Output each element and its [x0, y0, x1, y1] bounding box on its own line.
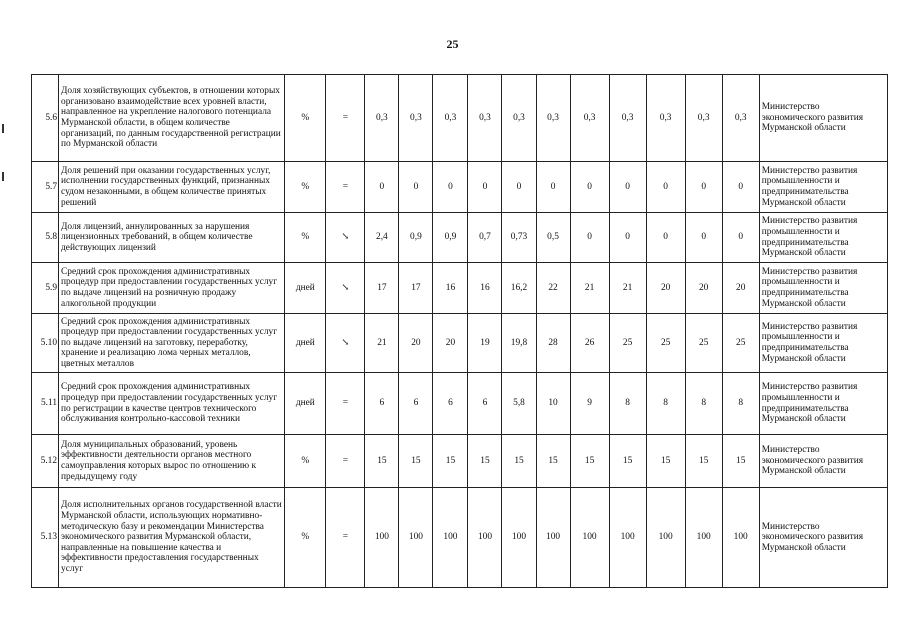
- value-cell: 0,3: [722, 75, 759, 162]
- value-cell: 6: [399, 373, 433, 435]
- value-cell: 25: [685, 314, 722, 373]
- trend-cell: =: [326, 162, 365, 213]
- value-cell: 0,3: [570, 75, 609, 162]
- table-row: [32, 314, 888, 373]
- value-cell: 0,73: [502, 213, 536, 263]
- value-cell: 8: [609, 373, 646, 435]
- value-cell: 9: [570, 373, 609, 435]
- value-cell: 0: [646, 213, 685, 263]
- value-cell: 15: [365, 435, 399, 488]
- trend-cell: ↘: [326, 263, 365, 314]
- value-cell: 8: [646, 373, 685, 435]
- responsible-cell: Министерство развития промышленности и предпринимательства Мурманской области: [759, 162, 887, 213]
- margin-mark: [2, 124, 4, 133]
- table-row: [32, 263, 888, 314]
- value-cell: 0,5: [536, 213, 570, 263]
- responsible-cell: Министерство экономического развития Мурманской области: [759, 75, 887, 162]
- value-cell: 28: [536, 314, 570, 373]
- value-cell: 0,3: [399, 75, 433, 162]
- value-cell: 17: [365, 263, 399, 314]
- value-cell: 20: [722, 263, 759, 314]
- value-cell: 100: [365, 488, 399, 588]
- value-cell: 15: [399, 435, 433, 488]
- value-cell: 26: [570, 314, 609, 373]
- value-cell: 5,8: [502, 373, 536, 435]
- value-cell: 100: [722, 488, 759, 588]
- value-cell: 15: [722, 435, 759, 488]
- unit-cell: %: [285, 162, 326, 213]
- unit-cell: %: [285, 75, 326, 162]
- value-cell: 21: [365, 314, 399, 373]
- value-cell: 19: [468, 314, 502, 373]
- indicator-name-cell: Доля лицензий, аннулированных за нарушения лицензионных требований, в общем количестве действующих лицензий: [59, 213, 285, 263]
- value-cell: 0: [609, 213, 646, 263]
- value-cell: 100: [468, 488, 502, 588]
- responsible-cell: Министерство развития промышленности и предпринимательства Мурманской области: [759, 373, 887, 435]
- value-cell: 0: [570, 162, 609, 213]
- value-cell: 100: [502, 488, 536, 588]
- indicator-name-cell: Средний срок прохождения административных процедур при предоставлении государственных услуг по выдаче лицензий на розничную продажу алкогольной продукции: [59, 263, 285, 314]
- value-cell: 20: [433, 314, 468, 373]
- row-number-cell: 5.8: [32, 213, 59, 263]
- value-cell: 0: [609, 162, 646, 213]
- value-cell: 0,3: [502, 75, 536, 162]
- indicator-name-cell: Доля исполнительных органов государственной власти Мурманской области, использующих нормативно-методическую базу и рекомендации Министерства экономического развития Мурманской области, направленные на повышение качества и эффективности предоставления государственных услуг: [59, 488, 285, 588]
- value-cell: 0,3: [433, 75, 468, 162]
- value-cell: 0,3: [468, 75, 502, 162]
- value-cell: 0: [722, 213, 759, 263]
- value-cell: 100: [433, 488, 468, 588]
- unit-cell: %: [285, 213, 326, 263]
- value-cell: 20: [646, 263, 685, 314]
- indicator-name-cell: Доля хозяйствующих субъектов, в отношении которых организовано взаимодействие всех уровней власти, направленное на укрепление налогового потенциала Мурманской области, в общем количестве организаций, по данным государственной регистрации по Мурманской области: [59, 75, 285, 162]
- trend-cell: =: [326, 373, 365, 435]
- value-cell: 6: [365, 373, 399, 435]
- value-cell: 20: [685, 263, 722, 314]
- value-cell: 8: [685, 373, 722, 435]
- value-cell: 10: [536, 373, 570, 435]
- table-body: [32, 75, 888, 588]
- value-cell: 0,3: [646, 75, 685, 162]
- unit-cell: %: [285, 488, 326, 588]
- value-cell: 0,3: [365, 75, 399, 162]
- value-cell: 0: [399, 162, 433, 213]
- value-cell: 0,3: [685, 75, 722, 162]
- margin-mark: [2, 172, 4, 181]
- value-cell: 16: [468, 263, 502, 314]
- value-cell: 19,8: [502, 314, 536, 373]
- value-cell: 0: [502, 162, 536, 213]
- unit-cell: дней: [285, 314, 326, 373]
- value-cell: 2,4: [365, 213, 399, 263]
- table-row: [32, 435, 888, 488]
- value-cell: 100: [570, 488, 609, 588]
- value-cell: 16,2: [502, 263, 536, 314]
- row-number-cell: 5.13: [32, 488, 59, 588]
- value-cell: 100: [536, 488, 570, 588]
- value-cell: 0: [646, 162, 685, 213]
- indicator-name-cell: Доля решений при оказании государственных услуг, исполнении государственных функций, признанных судом незаконными, в общем количестве принятых решений: [59, 162, 285, 213]
- value-cell: 6: [468, 373, 502, 435]
- value-cell: 15: [685, 435, 722, 488]
- table-row: [32, 75, 888, 162]
- value-cell: 15: [502, 435, 536, 488]
- responsible-cell: Министерство экономического развития Мурманской области: [759, 488, 887, 588]
- value-cell: 100: [609, 488, 646, 588]
- responsible-cell: Министерство развития промышленности и предпринимательства Мурманской области: [759, 263, 887, 314]
- value-cell: 0: [468, 162, 502, 213]
- value-cell: 8: [722, 373, 759, 435]
- value-cell: 15: [609, 435, 646, 488]
- value-cell: 6: [433, 373, 468, 435]
- table-row: [32, 488, 888, 588]
- value-cell: 0,7: [468, 213, 502, 263]
- indicator-name-cell: Средний срок прохождения административных процедур при предоставлении государственных услуг по выдаче лицензий на заготовку, переработку, хранение и реализацию лома черных металлов, цветных металлов: [59, 314, 285, 373]
- value-cell: 20: [399, 314, 433, 373]
- value-cell: 0,9: [399, 213, 433, 263]
- row-number-cell: 5.6: [32, 75, 59, 162]
- responsible-cell: Министерство развития промышленности и предпринимательства Мурманской области: [759, 213, 887, 263]
- trend-cell: =: [326, 488, 365, 588]
- value-cell: 0,3: [536, 75, 570, 162]
- indicators-table: [31, 74, 888, 588]
- responsible-cell: Министерство развития промышленности и предпринимательства Мурманской области: [759, 314, 887, 373]
- trend-cell: ↘: [326, 213, 365, 263]
- value-cell: 17: [399, 263, 433, 314]
- trend-cell: ↘: [326, 314, 365, 373]
- value-cell: 0: [685, 162, 722, 213]
- indicator-name-cell: Доля муниципальных образований, уровень эффективности деятельности органов местного самоуправления которых вырос по отношению к предыдущему году: [59, 435, 285, 488]
- value-cell: 0: [365, 162, 399, 213]
- value-cell: 15: [433, 435, 468, 488]
- value-cell: 22: [536, 263, 570, 314]
- page-number: 25: [446, 37, 459, 51]
- indicator-name-cell: Средний срок прохождения административных процедур при предоставлении государственных услуг по регистрации в качестве центров технического обслуживания контрольно-кассовой техники: [59, 373, 285, 435]
- table-row: [32, 162, 888, 213]
- value-cell: 0: [536, 162, 570, 213]
- value-cell: 0: [570, 213, 609, 263]
- value-cell: 15: [468, 435, 502, 488]
- value-cell: 25: [722, 314, 759, 373]
- value-cell: 100: [399, 488, 433, 588]
- value-cell: 0: [685, 213, 722, 263]
- table-row: [32, 373, 888, 435]
- value-cell: 15: [536, 435, 570, 488]
- row-number-cell: 5.10: [32, 314, 59, 373]
- value-cell: 0: [433, 162, 468, 213]
- table-row: [32, 213, 888, 263]
- value-cell: 21: [609, 263, 646, 314]
- unit-cell: дней: [285, 373, 326, 435]
- value-cell: 0,9: [433, 213, 468, 263]
- trend-cell: =: [326, 435, 365, 488]
- value-cell: 100: [685, 488, 722, 588]
- row-number-cell: 5.7: [32, 162, 59, 213]
- value-cell: 15: [570, 435, 609, 488]
- value-cell: 100: [646, 488, 685, 588]
- unit-cell: дней: [285, 263, 326, 314]
- value-cell: 0: [722, 162, 759, 213]
- value-cell: 25: [646, 314, 685, 373]
- row-number-cell: 5.11: [32, 373, 59, 435]
- row-number-cell: 5.12: [32, 435, 59, 488]
- value-cell: 25: [609, 314, 646, 373]
- value-cell: 15: [646, 435, 685, 488]
- responsible-cell: Министерство экономического развития Мурманской области: [759, 435, 887, 488]
- value-cell: 21: [570, 263, 609, 314]
- unit-cell: %: [285, 435, 326, 488]
- value-cell: 0,3: [609, 75, 646, 162]
- row-number-cell: 5.9: [32, 263, 59, 314]
- value-cell: 16: [433, 263, 468, 314]
- trend-cell: =: [326, 75, 365, 162]
